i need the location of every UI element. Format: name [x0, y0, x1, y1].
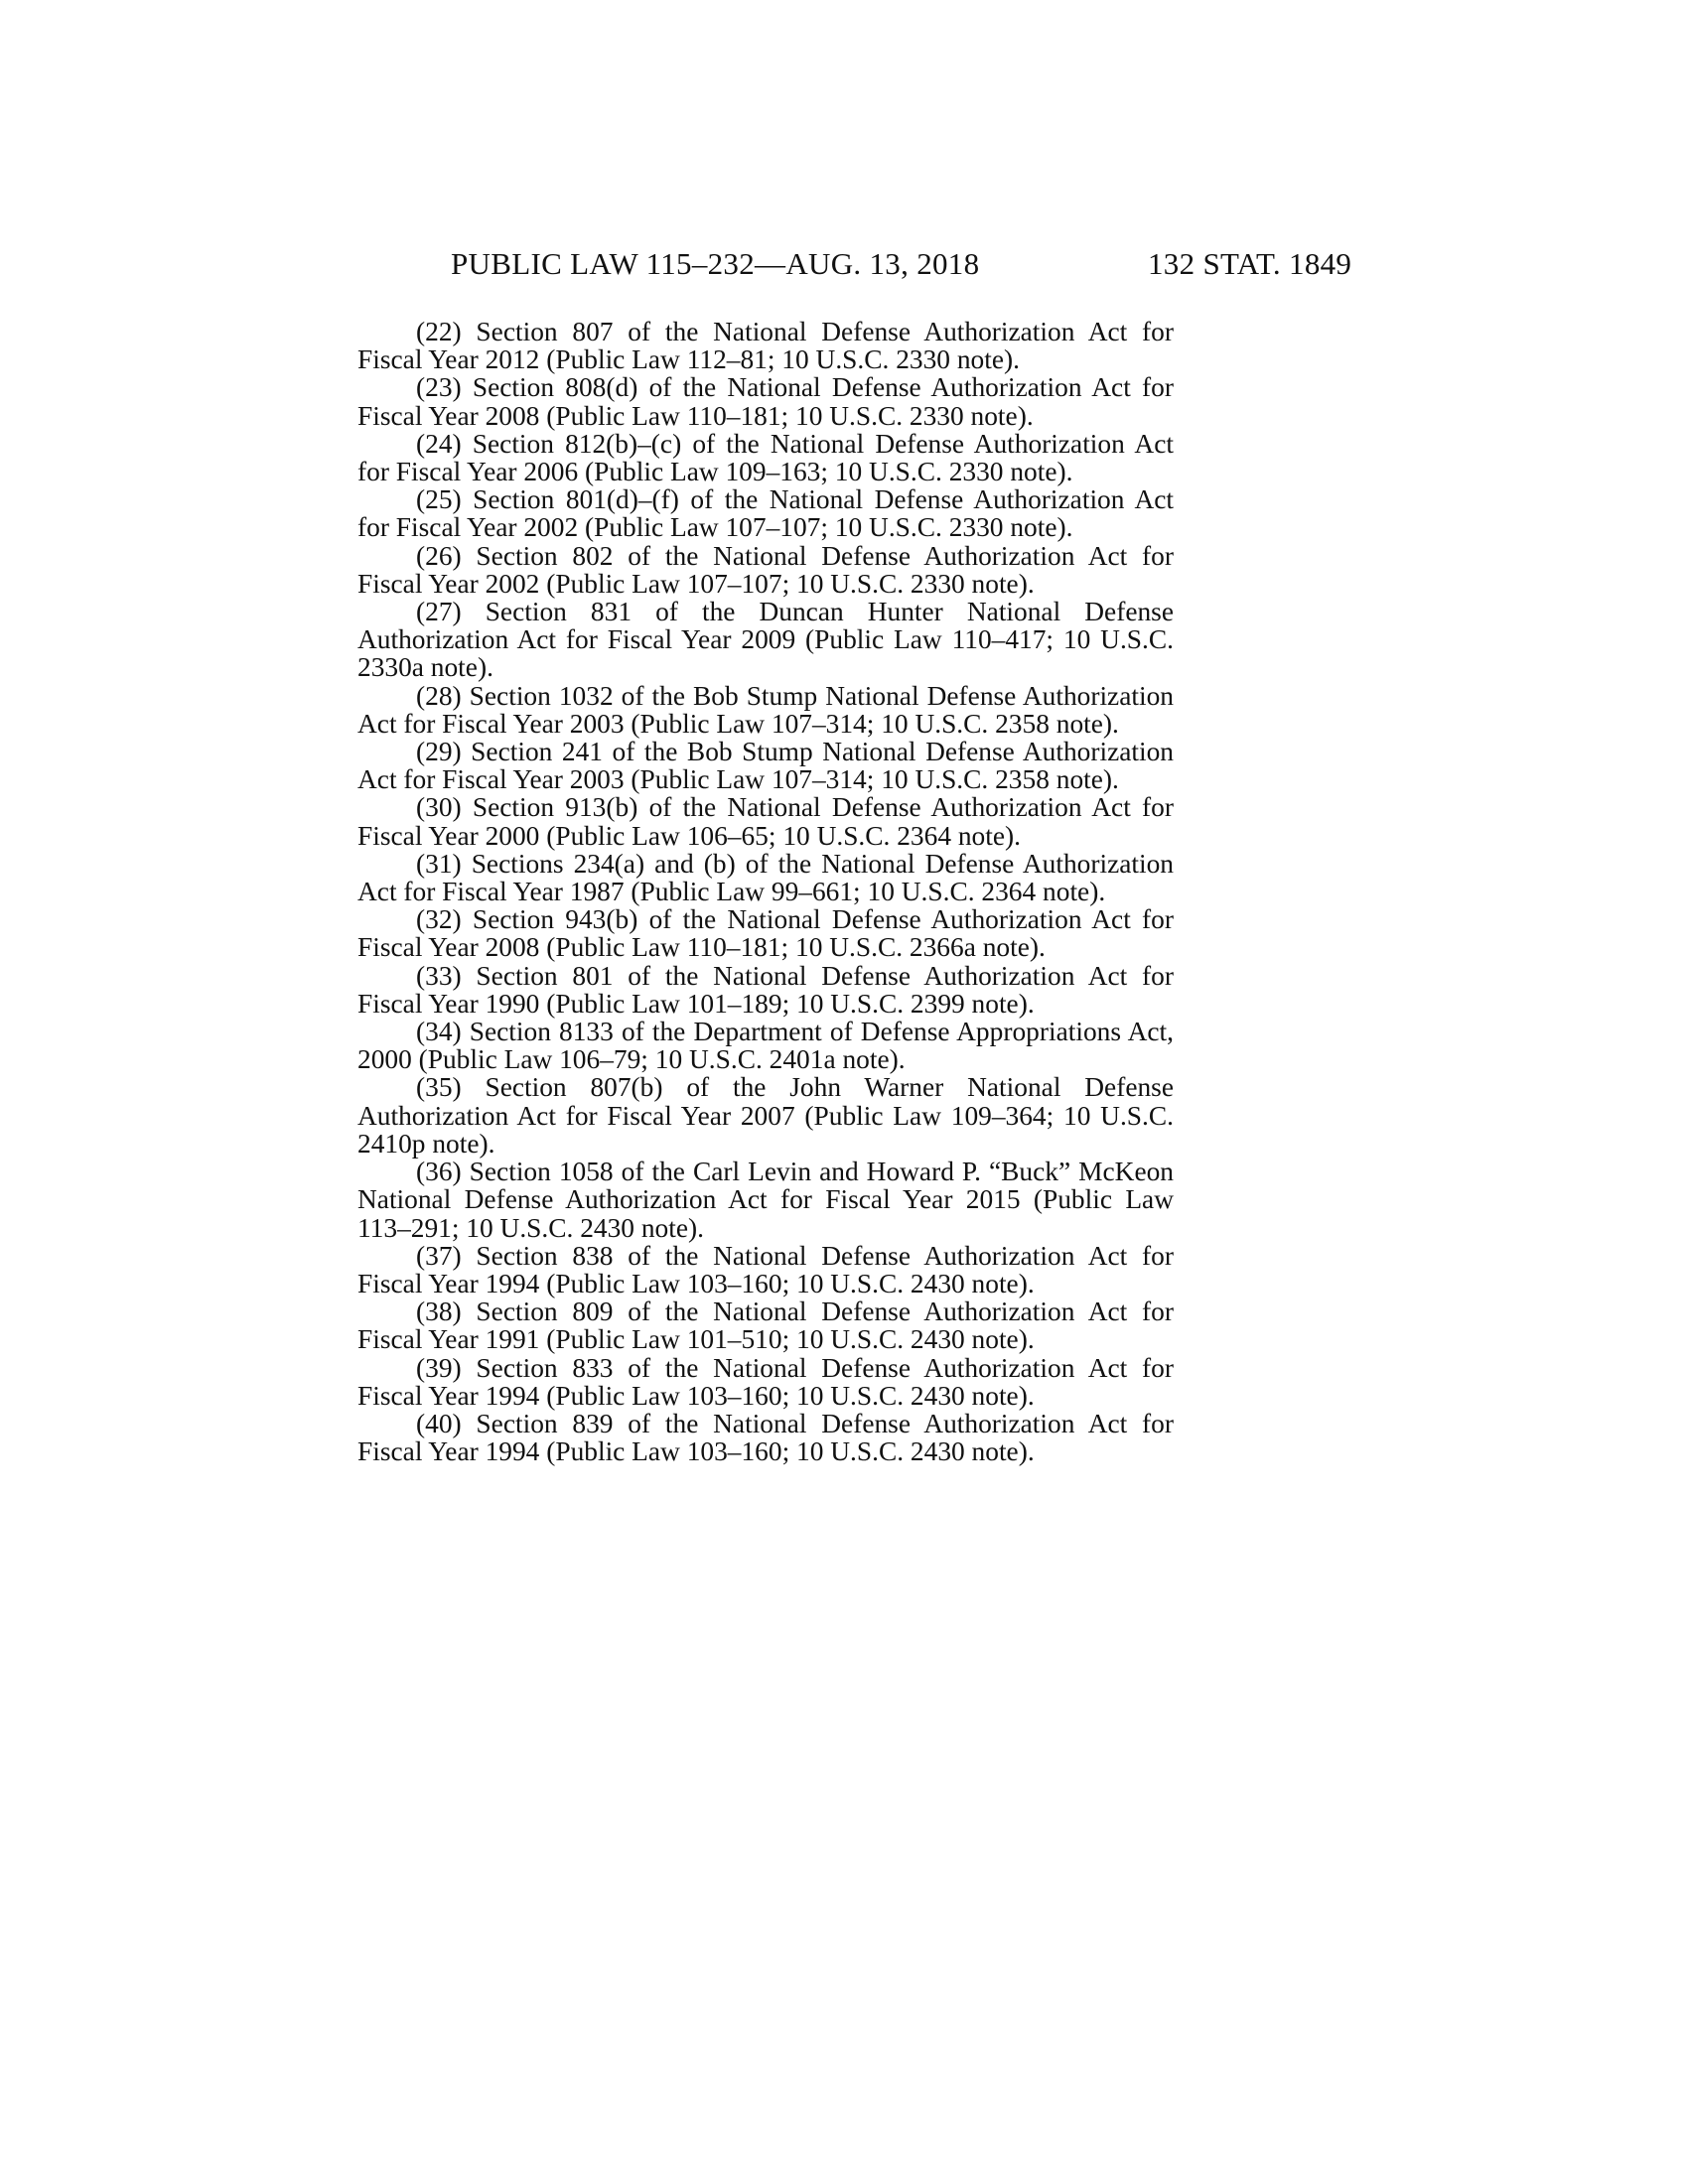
- provision-list: [357, 318, 1174, 1465]
- running-head-title: PUBLIC LAW 115–232—AUG. 13, 2018: [451, 246, 980, 281]
- provision-39: (39) Section 833 of the National Defense Authorization Act for Fiscal Year 1994 (Public Law 103–160; 10 U.S.C. 2430 note).: [357, 1352, 1174, 1411]
- provision-24: (24) Section 812(b)–(c) of the National Defense Authorization Act for Fiscal Year 2006 (Public Law 109–163; 10 U.S.C. 2330 note).: [357, 428, 1174, 487]
- provision-31: (31) Sections 234(a) and (b) of the National Defense Authorization Act for Fiscal Year 1987 (Public Law 99–661; 10 U.S.C. 2364 note).: [357, 848, 1174, 907]
- provision-30: (30) Section 913(b) of the National Defense Authorization Act for Fiscal Year 2000 (Public Law 106–65; 10 U.S.C. 2364 note).: [357, 792, 1174, 851]
- provision-32: (32) Section 943(b) of the National Defense Authorization Act for Fiscal Year 2008 (Public Law 110–181; 10 U.S.C. 2366a note).: [357, 904, 1174, 963]
- provision-37: (37) Section 838 of the National Defense Authorization Act for Fiscal Year 1994 (Public Law 103–160; 10 U.S.C. 2430 note).: [357, 1240, 1174, 1298]
- statute-page-number: 132 STAT. 1849: [1148, 246, 1352, 281]
- provision-27: (27) Section 831 of the Duncan Hunter National Defense Authorization Act for Fiscal Year 2009 (Public Law 110–417; 10 U.S.C. 2330a note).: [357, 597, 1174, 683]
- provision-35: (35) Section 807(b) of the John Warner National Defense Authorization Act for Fiscal Year 2007 (Public Law 109–364; 10 U.S.C. 2410p note).: [357, 1072, 1174, 1159]
- provision-28: (28) Section 1032 of the Bob Stump National Defense Authorization Act for Fiscal Year 2003 (Public Law 107–314; 10 U.S.C. 2358 note).: [357, 680, 1174, 739]
- provision-33: (33) Section 801 of the National Defense Authorization Act for Fiscal Year 1990 (Public Law 101–189; 10 U.S.C. 2399 note).: [357, 960, 1174, 1019]
- provision-23: (23) Section 808(d) of the National Defense Authorization Act for Fiscal Year 2008 (Public Law 110–181; 10 U.S.C. 2330 note).: [357, 372, 1174, 431]
- provision-26: (26) Section 802 of the National Defense Authorization Act for Fiscal Year 2002 (Public Law 107–107; 10 U.S.C. 2330 note).: [357, 540, 1174, 599]
- provision-40: (40) Section 839 of the National Defense Authorization Act for Fiscal Year 1994 (Public Law 103–160; 10 U.S.C. 2430 note).: [357, 1408, 1174, 1467]
- provision-38: (38) Section 809 of the National Defense Authorization Act for Fiscal Year 1991 (Public Law 101–510; 10 U.S.C. 2430 note).: [357, 1297, 1174, 1355]
- provision-36: (36) Section 1058 of the Carl Levin and Howard P. “Buck” McKeon National Defense Authorization Act for Fiscal Year 2015 (Public Law 113–291; 10 U.S.C. 2430 note).: [357, 1157, 1174, 1243]
- page-header: [0, 246, 1688, 286]
- provision-25: (25) Section 801(d)–(f) of the National Defense Authorization Act for Fiscal Year 2002 (Public Law 107–107; 10 U.S.C. 2330 note).: [357, 484, 1174, 543]
- provision-29: (29) Section 241 of the Bob Stump National Defense Authorization Act for Fiscal Year 2003 (Public Law 107–314; 10 U.S.C. 2358 note).: [357, 737, 1174, 795]
- provision-22: (22) Section 807 of the National Defense Authorization Act for Fiscal Year 2012 (Public Law 112–81; 10 U.S.C. 2330 note).: [357, 317, 1174, 375]
- provision-34: (34) Section 8133 of the Department of Defense Appropriations Act, 2000 (Public Law 106–79; 10 U.S.C. 2401a note).: [357, 1017, 1174, 1075]
